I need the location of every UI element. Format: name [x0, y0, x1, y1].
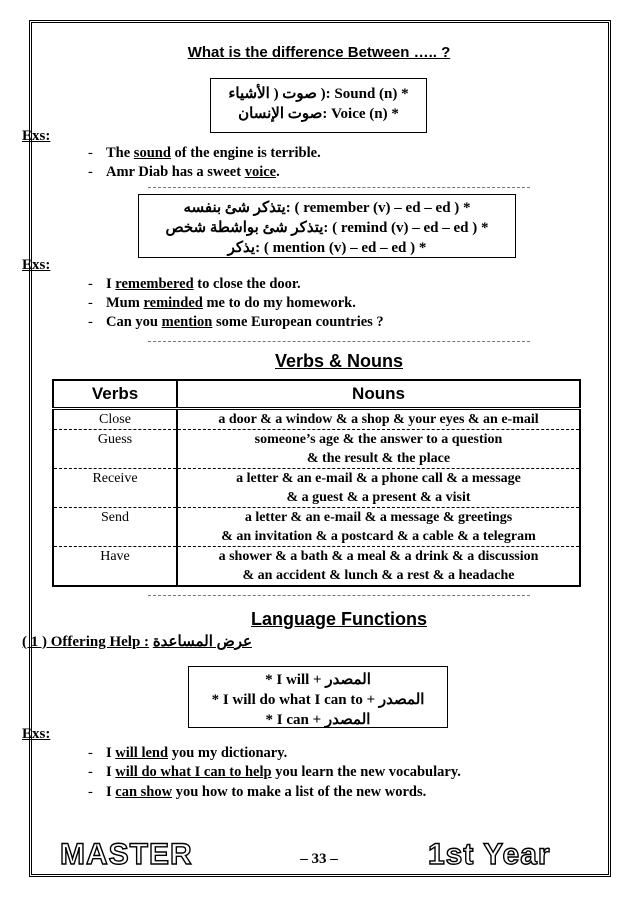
examples-label: Exs:: [22, 257, 51, 273]
table-row: [53, 507, 580, 546]
pattern-i-will: * I will + المصدر: [265, 672, 371, 688]
example-mention: - Can you mention some European countries ?: [88, 314, 384, 330]
table-header: [53, 380, 580, 408]
offering-help-label: ( 1 ) Offering Help :: [22, 634, 150, 650]
footer-master-logo: MASTER: [60, 838, 193, 871]
verbs-nouns-table: [52, 379, 581, 587]
sound-voice-box: [210, 78, 427, 133]
nouns-line: someone’s age & the answer to a question: [254, 431, 503, 447]
example-keyword: reminded: [143, 295, 203, 311]
example-reminded: - Mum reminded me to do my homework.: [88, 295, 356, 311]
mention-definition: * ( mention (v) – ed – ed ) :يذكر: [227, 240, 427, 256]
dashed-separator: [148, 341, 530, 342]
examples-label: Exs:: [22, 128, 51, 144]
header-verbs: Verbs: [53, 380, 177, 408]
example-text: I: [106, 764, 116, 780]
example-text: Amr Diab has a sweet: [106, 164, 245, 180]
remember-definition: * ( remember (v) – ed – ed ) :يتذكر شئ بنفسه: [183, 200, 471, 216]
page-title: What is the difference Between ….. ?: [187, 44, 451, 61]
example-keyword: will do what I can to help: [115, 764, 272, 780]
example-can-show: - I can show you how to make a list of the new words.: [88, 784, 427, 800]
nouns-cell: [177, 468, 580, 507]
example-text: of the engine is terrible.: [170, 145, 321, 161]
example-text: to close the door.: [193, 276, 301, 292]
verb-cell: Guess: [53, 429, 177, 468]
table-row: [53, 468, 580, 507]
verb-cell: Close: [53, 408, 177, 429]
nouns-line: a letter & an e-mail & a message & greetings: [244, 509, 513, 525]
example-text: Can you: [106, 314, 162, 330]
nouns-cell: [177, 507, 580, 546]
example-text: I: [106, 745, 116, 761]
pattern-i-can: * I can + المصدر: [265, 712, 371, 728]
nouns-cell: [177, 408, 580, 429]
example-sound: - The sound of the engine is terrible.: [88, 145, 321, 161]
example-text: The: [106, 145, 134, 161]
example-will-lend: - I will lend you my dictionary.: [88, 745, 288, 761]
table-row: [53, 546, 580, 586]
dashed-separator: [148, 595, 530, 596]
verb-cell: Send: [53, 507, 177, 546]
nouns-line: & an accident & lunch & a rest & a headache: [242, 567, 515, 583]
table-row: [53, 408, 580, 429]
example-text: I: [106, 784, 116, 800]
example-text: you how to make a list of the new words.: [172, 784, 427, 800]
footer-year-logo: 1st Year: [428, 838, 551, 871]
offering-help-heading: [22, 632, 252, 651]
nouns-cell: [177, 429, 580, 468]
remember-remind-box: [138, 194, 516, 258]
remind-definition: * ( remind (v) – ed – ed ) :يتذكر شئ بواشطة شخص: [165, 220, 489, 236]
example-text: me to do my homework.: [202, 295, 356, 311]
section-title-language-functions: Language Functions: [250, 609, 427, 629]
nouns-line: a letter & an e-mail & a phone call & a message: [236, 470, 521, 486]
examples-label: Exs:: [22, 726, 51, 742]
header-nouns: Nouns: [177, 380, 580, 408]
example-voice: - Amr Diab has a sweet voice.: [88, 164, 280, 180]
example-keyword: sound: [133, 145, 171, 161]
nouns-line: & a guest & a present & a visit: [286, 489, 471, 505]
example-will-do: - I will do what I can to help you learn the new vocabulary.: [88, 764, 461, 780]
nouns-line: a door & a window & a shop & your eyes & an e-mail: [218, 411, 539, 427]
example-text: I: [106, 276, 116, 292]
example-text: you my dictionary.: [168, 745, 288, 761]
sound-definition: * Sound (n) :( صوت ( الأشياء: [228, 86, 409, 102]
verb-cell: Receive: [53, 468, 177, 507]
offering-help-box: [188, 666, 448, 728]
offering-help-arabic: عرض المساعدة: [152, 634, 252, 650]
nouns-line: a shower & a bath & a meal & a drink & a discussion: [218, 548, 539, 564]
nouns-line: & an invitation & a postcard & a cable & a telegram: [221, 528, 536, 544]
nouns-line: & the result & the place: [306, 450, 451, 466]
dashed-separator: [148, 187, 530, 188]
example-text: Mum: [106, 295, 144, 311]
pattern-i-will-do: * I will do what I can to + المصدر: [211, 692, 425, 708]
example-keyword: remembered: [115, 276, 194, 292]
nouns-cell: [177, 546, 580, 586]
section-title-verbs-nouns: Verbs & Nouns: [274, 351, 404, 371]
example-text: some European countries ?: [212, 314, 384, 330]
example-keyword: voice: [244, 164, 277, 180]
page-number: – 33 –: [300, 851, 338, 867]
example-text: you learn the new vocabulary.: [271, 764, 461, 780]
verb-cell: Have: [53, 546, 177, 586]
voice-definition: * Voice (n) :صوت الإنسان: [238, 106, 399, 122]
example-keyword: mention: [161, 314, 213, 330]
example-text: .: [276, 164, 280, 180]
example-remembered: - I remembered to close the door.: [88, 276, 301, 292]
example-keyword: can show: [115, 784, 173, 800]
table-row: [53, 429, 580, 468]
example-keyword: will lend: [115, 745, 169, 761]
